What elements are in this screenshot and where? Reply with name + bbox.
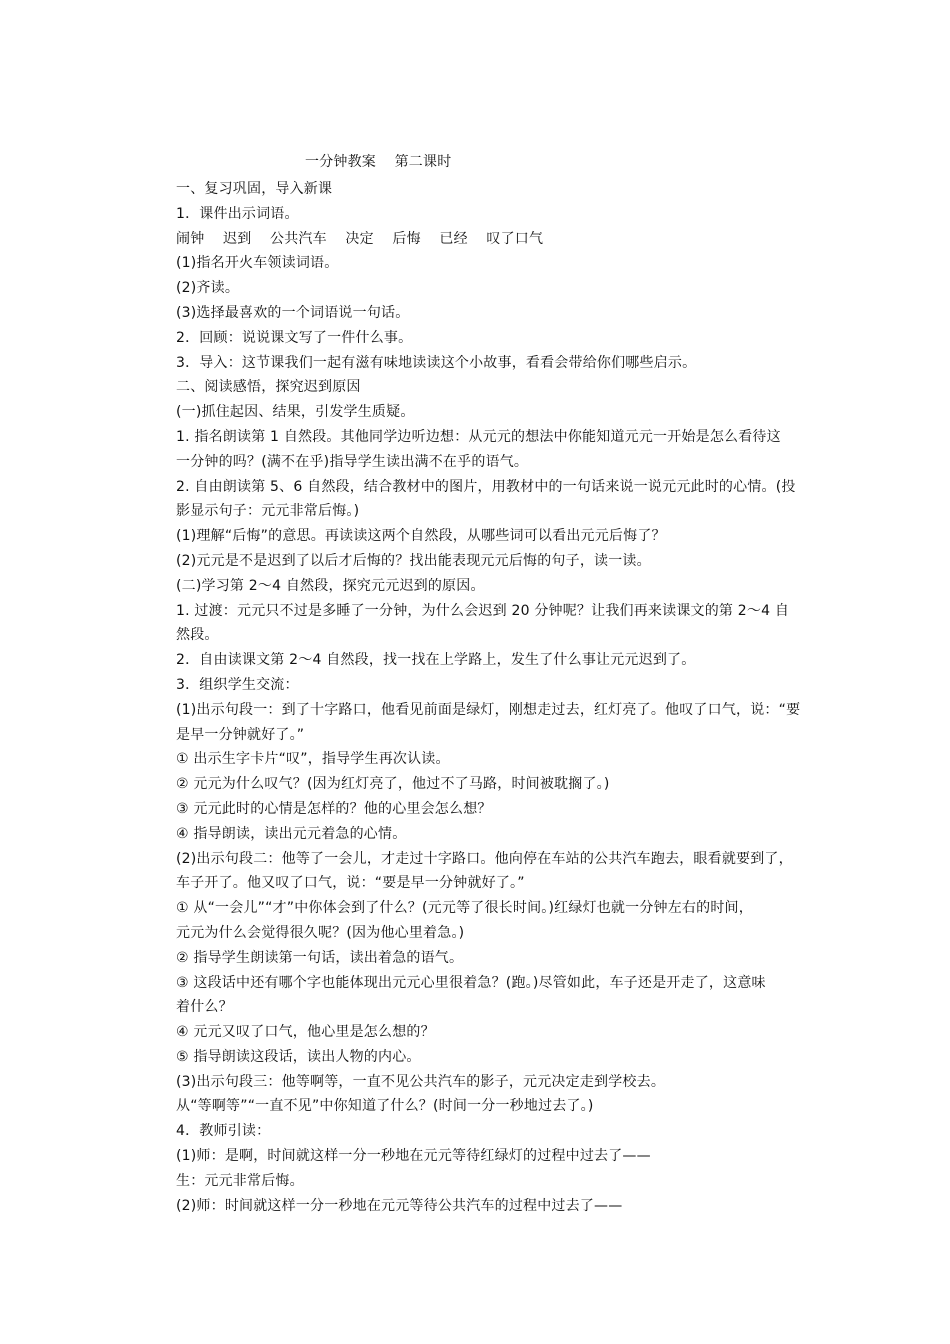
text-line: 2. 自由朗读第 5、6 自然段，结合教材中的图片，用教材中的一句话来说一说元元此时的心情。(投: [176, 478, 796, 495]
text-line: 影显示句子：元元非常后悔。): [176, 503, 360, 520]
text-line: 2．自由读课文第 2～4 自然段，找一找在上学路上，发生了什么事让元元迟到了。: [176, 652, 696, 669]
section-heading: 一、复习巩固，导入新课: [176, 181, 333, 197]
subsection-heading: (一)抓住起因、结果，引发学生质疑。: [176, 404, 415, 421]
text-line: (1)理解“后悔”的意思。再读读这两个自然段，从哪些词可以看出元元后悔了？: [176, 528, 666, 545]
text-line: ③ 元元此时的心情是怎样的？他的心里会怎么想？: [176, 800, 492, 817]
text-line: ① 从“一会儿”“才”中你体会到了什么？(元元等了很长时间。)红绿灯也就一分钟左右的时间，: [176, 900, 753, 917]
text-line: 1. 过渡：元元只不过是多睡了一分钟，为什么会迟到 20 分钟呢？让我们再来读课文的第 2～4 自: [176, 602, 790, 619]
section-heading: 二、阅读感悟，探究迟到原因: [176, 379, 361, 396]
subsection-heading: (二)学习第 2～4 自然段，探究元元迟到的原因。: [176, 577, 485, 594]
text-line: 1．课件出示词语。: [176, 205, 299, 222]
text-line: (2)师：时间就这样一分一秒地在元元等待公共汽车的过程中过去了——: [176, 1197, 623, 1214]
text-line: 一分钟的吗？(满不在乎)指导学生读出满不在乎的语气。: [176, 453, 529, 470]
text-line: ④ 元元又叹了口气，他心里是怎么想的？: [176, 1024, 435, 1041]
text-line: 是早一分钟就好了。”: [176, 726, 305, 743]
text-line: 2．回顾：说说课文写了一件什么事。: [176, 329, 413, 346]
text-line: (1)指名开火车领读词语。: [176, 255, 339, 272]
text-line: (2)齐读。: [176, 280, 240, 297]
text-line: 车子开了。他又叹了口气，说：“要是早一分钟就好了。”: [176, 875, 525, 892]
text-line: ③ 这段话中还有哪个字也能体现出元元心里很着急？(跑。)尽管如此，车子还是开走了，这意味: [176, 974, 766, 991]
document-title: 一分钟教案 第二课时: [305, 154, 452, 170]
text-line: 3．组织学生交流：: [176, 676, 299, 693]
text-line: (3)出示句段三：他等啊等，一直不见公共汽车的影子，元元决定走到学校去。: [176, 1073, 666, 1090]
text-line: 3．导入：这节课我们一起有滋有味地读读这个小故事，看看会带给你们哪些启示。: [176, 354, 697, 371]
text-line: ② 元元为什么叹气？(因为红灯亮了，他过不了马路，时间被耽搁了。): [176, 776, 610, 793]
text-line: 着什么？: [176, 999, 233, 1016]
text-line: (1)师：是啊，时间就这样一分一秒地在元元等待红绿灯的过程中过去了——: [176, 1148, 651, 1165]
text-line: ⑤ 指导朗读这段话，读出人物的内心。: [176, 1048, 421, 1065]
text-line: (2)出示句段二：他等了一会儿，才走过十字路口。他向停在车站的公共汽车跑去，眼看就要到了，: [176, 850, 793, 867]
text-line: ① 出示生字卡片“叹”，指导学生再次认读。: [176, 751, 450, 768]
vocabulary-list: 闹钟 迟到 公共汽车 决定 后悔 已经 叹了口气: [176, 230, 544, 247]
text-line: 元元为什么会觉得很久呢？(因为他心里着急。): [176, 924, 465, 941]
text-line: ② 指导学生朗读第一句话，读出着急的语气。: [176, 949, 464, 966]
text-line: (2)元元是不是迟到了以后才后悔的？找出能表现元元后悔的句子，读一读。: [176, 552, 651, 569]
text-line: 1. 指名朗读第 1 自然段。其他同学边听边想：从元元的想法中你能知道元元一开始是怎么看待这: [176, 428, 781, 445]
text-line: (1)出示句段一：到了十字路口，他看见前面是绿灯，刚想走过去，红灯亮了。他叹了口气，说：“要: [176, 701, 801, 718]
document-body: [176, 177, 816, 1218]
text-line: 生：元元非常后悔。: [176, 1172, 304, 1189]
text-line: ④ 指导朗读，读出元元着急的心情。: [176, 825, 407, 842]
text-line: 从“等啊等”“一直不见”中你知道了什么？(时间一分一秒地过去了。): [176, 1098, 594, 1115]
text-line: (3)选择最喜欢的一个词语说一句话。: [176, 304, 410, 321]
text-line: 4．教师引读：: [176, 1123, 271, 1140]
text-line: 然段。: [176, 627, 219, 644]
